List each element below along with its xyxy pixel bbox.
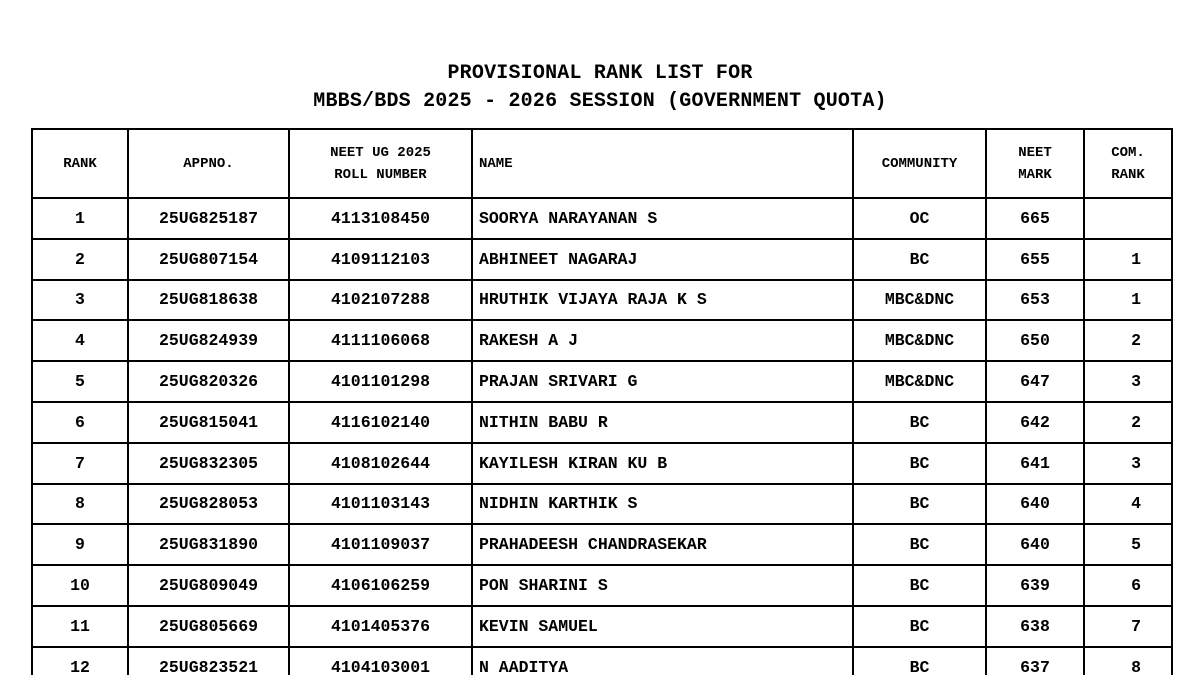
cell-rank: 6 <box>32 402 128 443</box>
cell-com-rank <box>1084 198 1172 239</box>
cell-roll-number: 4101405376 <box>289 606 472 647</box>
cell-com-rank: 3 <box>1084 443 1172 484</box>
cell-rank: 10 <box>32 565 128 606</box>
cell-community: BC <box>853 239 986 280</box>
cell-roll-number: 4111106068 <box>289 320 472 361</box>
cell-rank: 12 <box>32 647 128 675</box>
cell-name: KEVIN SAMUEL <box>472 606 853 647</box>
cell-appno: 25UG831890 <box>128 524 289 565</box>
header-rank: RANK <box>32 129 128 198</box>
header-community: COMMUNITY <box>853 129 986 198</box>
cell-name: NIDHIN KARTHIK S <box>472 484 853 525</box>
cell-community: BC <box>853 484 986 525</box>
table-header-row <box>32 129 1172 198</box>
cell-neet-mark: 647 <box>986 361 1084 402</box>
header-mark-line-1: NEET <box>1018 144 1052 161</box>
cell-rank: 4 <box>32 320 128 361</box>
cell-neet-mark: 665 <box>986 198 1084 239</box>
cell-community: MBC&DNC <box>853 320 986 361</box>
cell-name: PRAJAN SRIVARI G <box>472 361 853 402</box>
table-row <box>32 647 1172 675</box>
header-com-rank <box>1084 129 1172 198</box>
table-row <box>32 239 1172 280</box>
cell-rank: 2 <box>32 239 128 280</box>
cell-name: KAYILESH KIRAN KU B <box>472 443 853 484</box>
document-title-line-1: PROVISIONAL RANK LIST FOR <box>447 62 753 85</box>
cell-roll-number: 4101103143 <box>289 484 472 525</box>
cell-roll-number: 4116102140 <box>289 402 472 443</box>
cell-neet-mark: 653 <box>986 280 1084 321</box>
cell-roll-number: 4104103001 <box>289 647 472 675</box>
cell-name: HRUTHIK VIJAYA RAJA K S <box>472 280 853 321</box>
cell-community: MBC&DNC <box>853 361 986 402</box>
cell-roll-number: 4101109037 <box>289 524 472 565</box>
table-row <box>32 402 1172 443</box>
cell-roll-number: 4113108450 <box>289 198 472 239</box>
table-row <box>32 484 1172 525</box>
document-title-line-2: MBBS/BDS 2025 - 2026 SESSION (GOVERNMENT QUOTA) <box>313 90 887 113</box>
cell-appno: 25UG807154 <box>128 239 289 280</box>
cell-com-rank: 6 <box>1084 565 1172 606</box>
cell-appno: 25UG815041 <box>128 402 289 443</box>
cell-roll-number: 4101101298 <box>289 361 472 402</box>
cell-rank: 9 <box>32 524 128 565</box>
cell-rank: 1 <box>32 198 128 239</box>
cell-roll-number: 4106106259 <box>289 565 472 606</box>
cell-community: BC <box>853 647 986 675</box>
header-roll-number <box>289 129 472 198</box>
cell-neet-mark: 637 <box>986 647 1084 675</box>
table-row <box>32 443 1172 484</box>
header-name: NAME <box>472 129 853 198</box>
cell-name: ABHINEET NAGARAJ <box>472 239 853 280</box>
cell-com-rank: 8 <box>1084 647 1172 675</box>
table-row <box>32 606 1172 647</box>
cell-appno: 25UG818638 <box>128 280 289 321</box>
cell-name: RAKESH A J <box>472 320 853 361</box>
cell-com-rank: 7 <box>1084 606 1172 647</box>
cell-name: NITHIN BABU R <box>472 402 853 443</box>
cell-neet-mark: 650 <box>986 320 1084 361</box>
cell-name: SOORYA NARAYANAN S <box>472 198 853 239</box>
header-roll-line-2: ROLL NUMBER <box>334 166 427 183</box>
cell-neet-mark: 642 <box>986 402 1084 443</box>
cell-neet-mark: 639 <box>986 565 1084 606</box>
cell-appno: 25UG832305 <box>128 443 289 484</box>
table-row <box>32 361 1172 402</box>
cell-appno: 25UG825187 <box>128 198 289 239</box>
header-neet-mark <box>986 129 1084 198</box>
cell-rank: 11 <box>32 606 128 647</box>
cell-com-rank: 1 <box>1084 239 1172 280</box>
table-row <box>32 198 1172 239</box>
cell-appno: 25UG828053 <box>128 484 289 525</box>
rank-list-table <box>31 128 1173 675</box>
cell-appno: 25UG824939 <box>128 320 289 361</box>
header-mark-line-2: MARK <box>1018 166 1052 183</box>
cell-neet-mark: 640 <box>986 484 1084 525</box>
cell-rank: 5 <box>32 361 128 402</box>
cell-com-rank: 5 <box>1084 524 1172 565</box>
table-row <box>32 565 1172 606</box>
cell-com-rank: 4 <box>1084 484 1172 525</box>
header-appno: APPNO. <box>128 129 289 198</box>
cell-community: BC <box>853 524 986 565</box>
cell-community: MBC&DNC <box>853 280 986 321</box>
cell-com-rank: 2 <box>1084 320 1172 361</box>
cell-community: BC <box>853 402 986 443</box>
cell-appno: 25UG820326 <box>128 361 289 402</box>
cell-name: PRAHADEESH CHANDRASEKAR <box>472 524 853 565</box>
cell-name: N AADITYA <box>472 647 853 675</box>
cell-roll-number: 4108102644 <box>289 443 472 484</box>
cell-community: BC <box>853 443 986 484</box>
cell-appno: 25UG823521 <box>128 647 289 675</box>
cell-name: PON SHARINI S <box>472 565 853 606</box>
cell-community: BC <box>853 565 986 606</box>
cell-neet-mark: 655 <box>986 239 1084 280</box>
cell-neet-mark: 641 <box>986 443 1084 484</box>
header-comrank-line-1: COM. <box>1111 144 1145 161</box>
cell-rank: 8 <box>32 484 128 525</box>
table-row <box>32 524 1172 565</box>
cell-appno: 25UG809049 <box>128 565 289 606</box>
cell-community: BC <box>853 606 986 647</box>
cell-com-rank: 1 <box>1084 280 1172 321</box>
cell-roll-number: 4109112103 <box>289 239 472 280</box>
cell-roll-number: 4102107288 <box>289 280 472 321</box>
header-roll-line-1: NEET UG 2025 <box>330 144 431 161</box>
table-row <box>32 280 1172 321</box>
cell-com-rank: 3 <box>1084 361 1172 402</box>
header-comrank-line-2: RANK <box>1111 166 1145 183</box>
table-row <box>32 320 1172 361</box>
cell-appno: 25UG805669 <box>128 606 289 647</box>
cell-com-rank: 2 <box>1084 402 1172 443</box>
cell-rank: 3 <box>32 280 128 321</box>
cell-neet-mark: 640 <box>986 524 1084 565</box>
cell-rank: 7 <box>32 443 128 484</box>
cell-neet-mark: 638 <box>986 606 1084 647</box>
cell-community: OC <box>853 198 986 239</box>
